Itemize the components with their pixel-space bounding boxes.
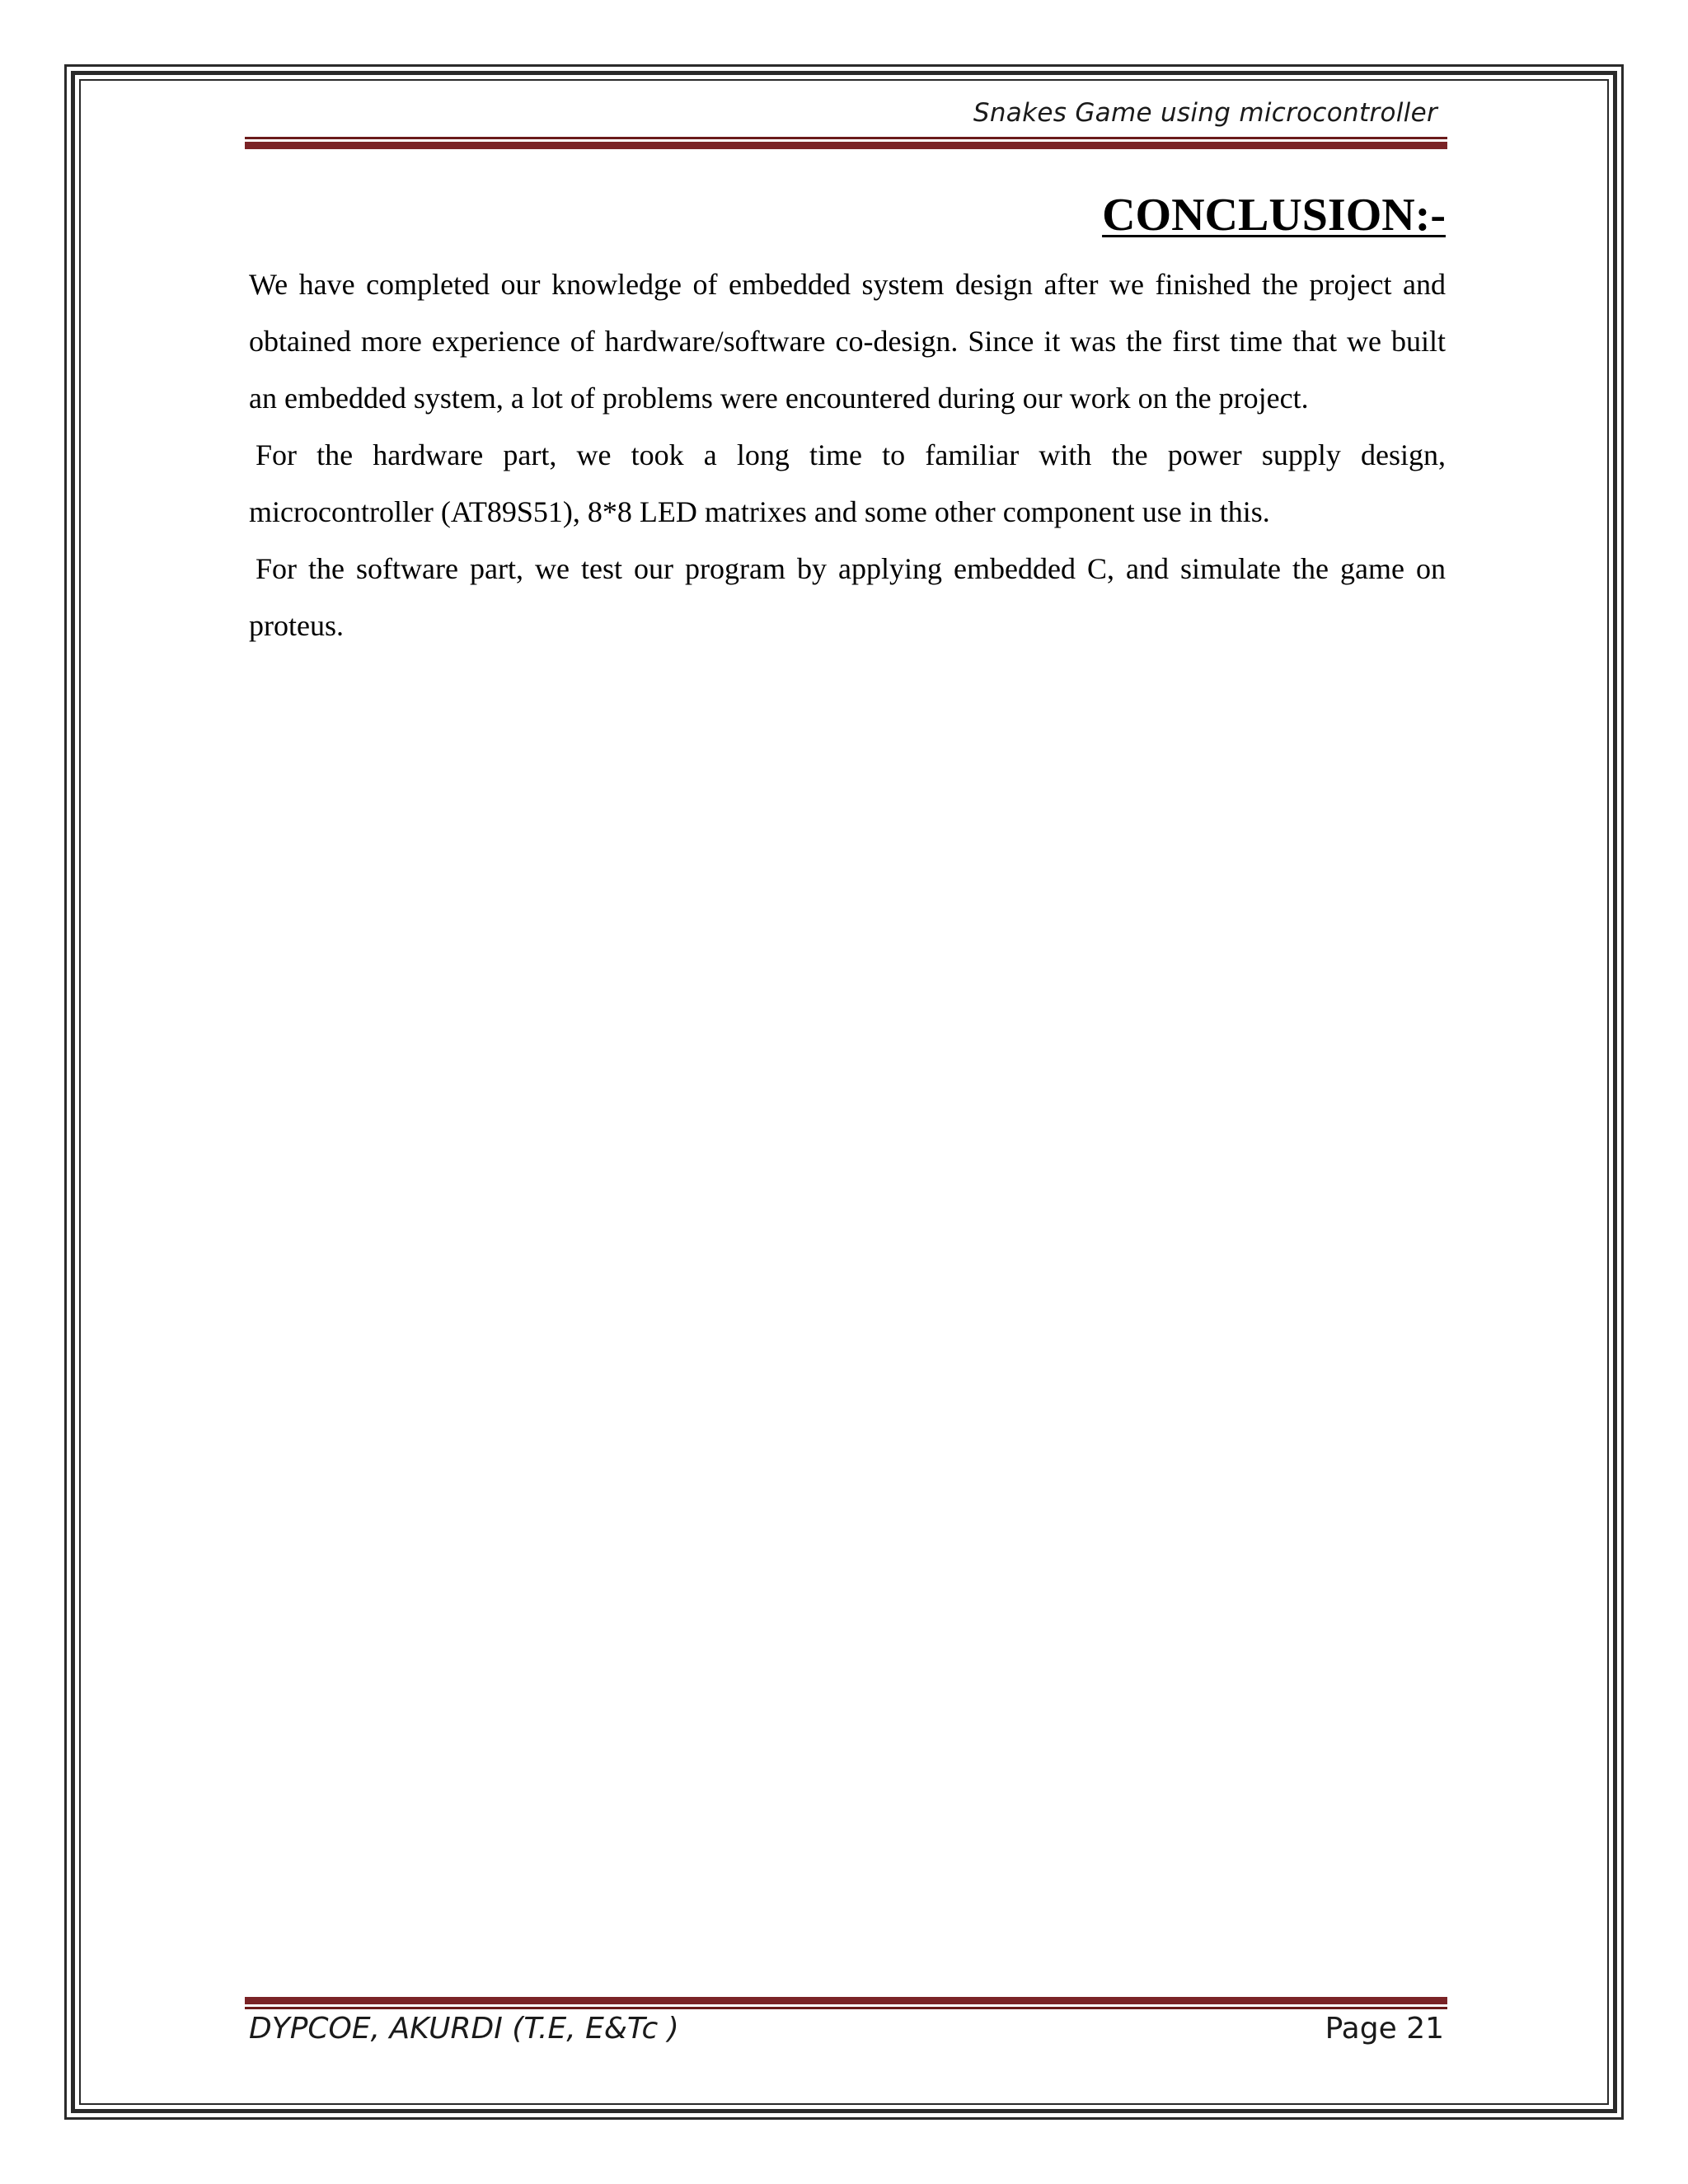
header-rule <box>245 137 1447 149</box>
footer-institution: DYPCOE, AKURDI (T.E, E&Tc ) <box>249 2012 679 2046</box>
paragraph-intro: We have completed our knowledge of embedded system design after we finished the project and obtained more experience of hardware/software co-design. Since it was the first time that we built an embedded system, a lot of problems were encountered during our work on the project. <box>249 268 1446 415</box>
running-header-title: Snakes Game using microcontroller <box>973 98 1437 128</box>
page-number: Page 21 <box>1325 2012 1444 2046</box>
section-heading-text: CONCLUSION:- <box>1102 190 1446 241</box>
main-content <box>249 188 1446 654</box>
footer-rule <box>245 1997 1447 2009</box>
section-heading <box>249 188 1446 243</box>
paragraph-software: For the software part, we test our program by applying embedded C, and simulate the game on proteus. <box>249 552 1446 643</box>
paragraph-hardware: For the hardware part, we took a long time to familiar with the power supply design, microcontroller (AT89S51), 8*8 LED matrixes and some other component use in this. <box>249 438 1446 529</box>
